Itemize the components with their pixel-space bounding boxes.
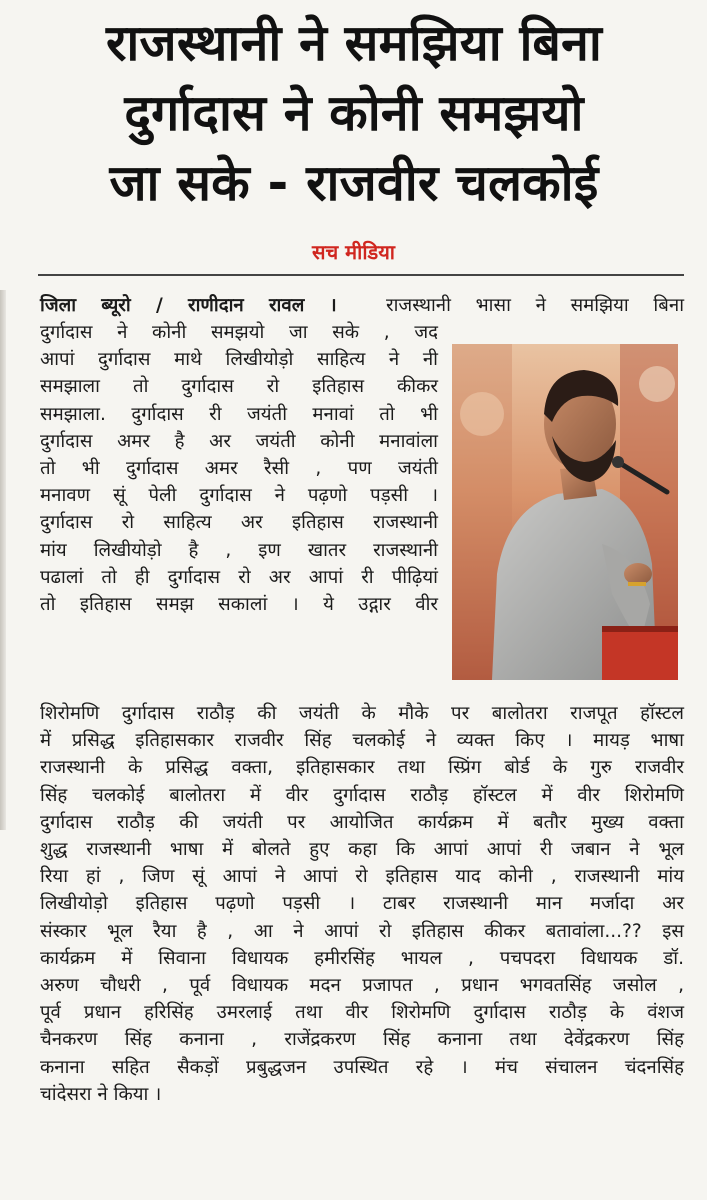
source-label: सच मीडिया bbox=[312, 240, 395, 264]
article-line: दुर्गादास राठौड़ की जयंती पर आयोजित कार्यक्रम में बतौर मुख्य वक्ता bbox=[40, 811, 684, 833]
article-line: शिरोमणि दुर्गादास राठौड़ की जयंती के मौके पर बालोतरा राजपूत हॉस्टल bbox=[40, 703, 684, 724]
article-line: पढालां तो ही दुर्गादास रो अर आपां री पीढ़ियां bbox=[40, 566, 438, 588]
article-line: तो इतिहास समझ सकालां । ये उद्गार वीर bbox=[40, 594, 438, 616]
article-line: अरुण चौधरी , पूर्व विधायक मदन प्रजापत , प्रधान भगवतसिंह जसोल , bbox=[40, 975, 684, 997]
article-full-block bbox=[40, 700, 684, 1108]
article-line: दुर्गादास रो साहित्य अर इतिहास राजस्थानी bbox=[40, 512, 438, 534]
article-line: समझाला. दुर्गादास री जयंती मनावां तो भी bbox=[40, 403, 438, 425]
article-line bbox=[40, 292, 684, 319]
article-first-line bbox=[40, 292, 684, 319]
byline: जिला ब्यूरो / राणीदान रावल । bbox=[40, 295, 337, 316]
article-line: पूर्व प्रधान हरिसिंह उमरलाई तथा वीर शिरोमणि दुर्गादास राठौड़ के वंशज bbox=[40, 1002, 684, 1024]
article-line: लिखीयोड़ो इतिहास पढ़णो पड़सी । टाबर राजस्थानी मान मर्जादा अर bbox=[40, 893, 684, 915]
speaker-photo bbox=[452, 344, 678, 680]
headline-line-2: दुर्गादास ने कोनी समझयो bbox=[124, 84, 584, 142]
divider-rule bbox=[38, 274, 684, 276]
page-edge-shadow bbox=[0, 290, 6, 830]
article-line: मांय लिखीयोड़ो है , इण खातर राजस्थानी bbox=[40, 539, 438, 561]
article-line: कनाना सहित सैकड़ों प्रबुद्धजन उपस्थित रहे । मंच संचालन चंदनसिंह bbox=[40, 1056, 684, 1078]
article-line: दुर्गादास ने कोनी समझयो जा सके , जद bbox=[40, 322, 438, 343]
first-line-text: राजस्थानी भासा ने समझिया बिना bbox=[386, 295, 685, 316]
article-line: आपां दुर्गादास माथे लिखीयोड़ो साहित्य ने नी bbox=[40, 349, 438, 371]
article-line: कार्यक्रम में सिवाना विधायक हमीरसिंह भायल , पचपदरा विधायक डॉ. bbox=[40, 947, 684, 969]
article-line: मनावण सूं पेली दुर्गादास ने पढ़णो पड़सी । bbox=[40, 485, 438, 507]
article-line: तो भी दुर्गादास अमर रैसी , पण जयंती bbox=[40, 458, 438, 480]
headline bbox=[18, 8, 690, 218]
article-line: में प्रसिद्ध इतिहासकार राजवीर सिंह चलकोई ने व्यक्त किए । मायड़ भाषा bbox=[40, 730, 684, 752]
article-line: राजस्थानी के प्रसिद्ध वक्ता, इतिहासकार तथा स्प्रिंग बोर्ड के गुरु राजवीर bbox=[40, 757, 684, 779]
headline-line-1: राजस्थानी ने समझिया बिना bbox=[105, 14, 603, 72]
article-line: चांदेसरा ने किया । bbox=[40, 1083, 162, 1105]
article-line: दुर्गादास अमर है अर जयंती कोनी मनावांला bbox=[40, 430, 438, 452]
article-line: चैनकरण सिंह कनाना , राजेंद्रकरण सिंह कनाना तथा देवेंद्रकरण सिंह bbox=[40, 1029, 684, 1051]
article-line: शुद्ध राजस्थानी भाषा में बोलते हुए कहा कि आपां आपां री जबान ने भूल bbox=[40, 839, 684, 861]
article-line: रिया हां , जिण सूं आपां ने आपां रो इतिहास याद कोनी , राजस्थानी मांय bbox=[40, 866, 684, 888]
article-line: समझाला तो दुर्गादास रो इतिहास कीकर bbox=[40, 376, 438, 398]
article-line: सिंह चलकोई बालोतरा में वीर दुर्गादास राठौड़ हॉस्टल में वीर शिरोमणि bbox=[40, 784, 684, 806]
headline-line-3: जा सके - राजवीर चलकोई bbox=[109, 154, 599, 212]
article-line: संस्कार भूल रैया है , आ ने आपां रो इतिहास कीकर बतावांला...?? इस bbox=[40, 920, 684, 942]
